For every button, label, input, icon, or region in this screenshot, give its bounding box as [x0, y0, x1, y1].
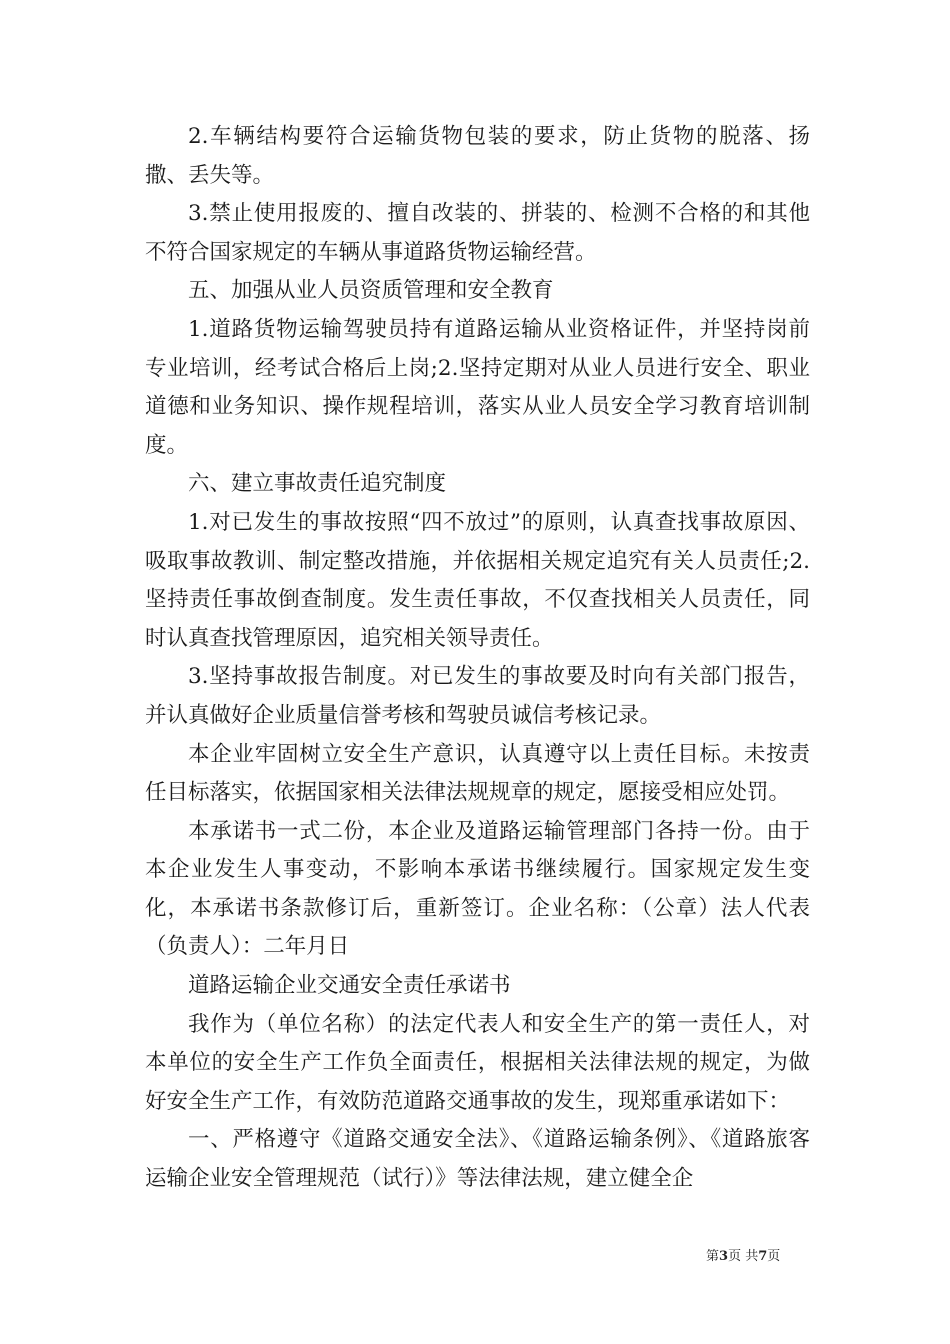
paragraph: 我作为（单位名称）的法定代表人和安全生产的第一责任人，对本单位的安全生产工作负全面责任，根据相关法律法规的规定，为做好安全生产工作，有效防范道路交通事故的发生，现郑重承诺如下： [145, 1011, 810, 1114]
footer-middle: 页 共 [728, 1249, 759, 1264]
section-heading: 六、建立事故责任追究制度 [188, 471, 447, 497]
paragraph: 1.对已发生的事故按照“四不放过”的原则，认真查找事故原因、吸取事故教训、制定整改措施，并依据相关规定追究有关人员责任;2.坚持责任事故倒查制度。发生责任事故，不仅查找相关人员责任，同时认真查找管理原因，追究相关领导责任。 [145, 509, 810, 651]
current-page-number: 3 [719, 1249, 729, 1264]
footer-suffix: 页 [767, 1249, 781, 1264]
paragraph: 本承诺书一式二份，本企业及道路运输管理部门各持一份。由于本企业发生人事变动，不影响本承诺书继续履行。国家规定发生变化，本承诺书条款修订后，重新签订。企业名称：（公章）法人代表（负责人）：二年月日 [145, 818, 810, 960]
paragraph: 2.车辆结构要符合运输货物包装的要求，防止货物的脱落、扬撒、丢失等。 [145, 124, 810, 188]
paragraph: 3.坚持事故报告制度。对已发生的事故要及时向有关部门报告，并认真做好企业质量信誉考核和驾驶员诚信考核记录。 [145, 664, 810, 728]
paragraph: 一、严格遵守《道路交通安全法》、《道路运输条例》、《道路旅客运输企业安全管理规范（试行）》等法律法规，建立健全企 [145, 1127, 810, 1192]
section-heading: 五、加强从业人员资质管理和安全教育 [188, 278, 554, 304]
total-page-count: 7 [758, 1249, 768, 1264]
footer-prefix: 第 [706, 1249, 720, 1264]
document-title: 道路运输企业交通安全责任承诺书 [188, 973, 511, 999]
paragraph: 3.禁止使用报废的、擅自改装的、拼装的、检测不合格的和其他不符合国家规定的车辆从事道路货物运输经营。 [145, 201, 810, 265]
page-footer [706, 1248, 780, 1266]
paragraph: 本企业牢固树立安全生产意识，认真遵守以上责任目标。未按责任目标落实，依据国家相关法律法规规章的规定，愿接受相应处罚。 [145, 741, 810, 806]
document-body [145, 118, 810, 1199]
paragraph: 1.道路货物运输驾驶员持有道路运输从业资格证件，并坚持岗前专业培训，经考试合格后上岗;2.坚持定期对从业人员进行安全、职业道德和业务知识、操作规程培训，落实从业人员安全学习教育培训制度。 [145, 316, 810, 458]
